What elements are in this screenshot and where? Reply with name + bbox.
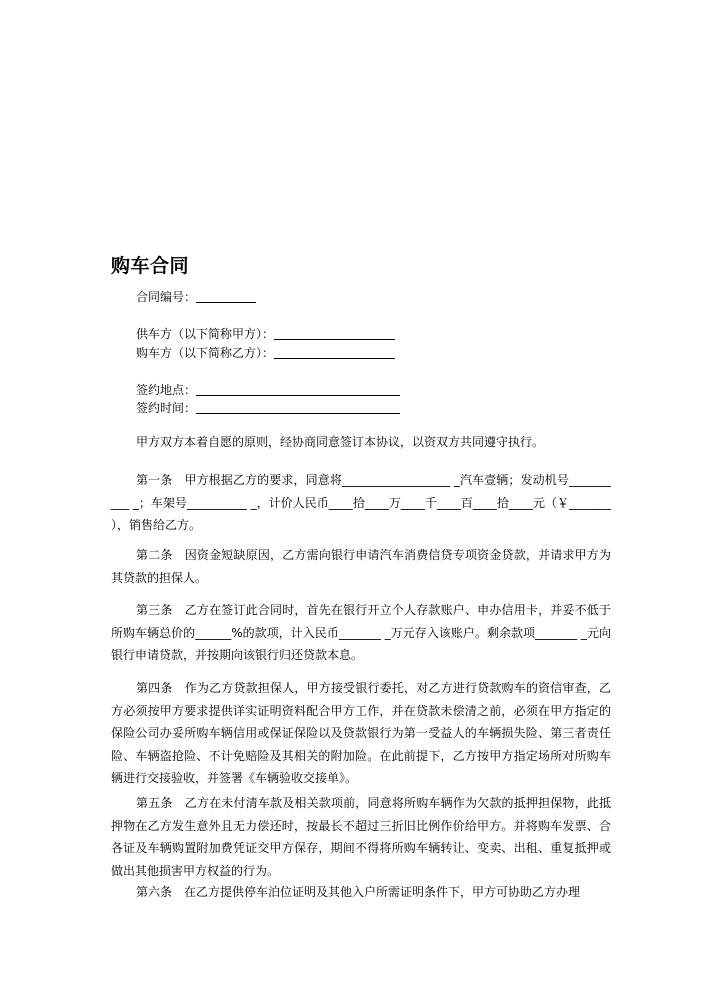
time-line bbox=[136, 400, 400, 416]
seller-blank bbox=[274, 327, 395, 340]
contract-no-blank bbox=[196, 290, 256, 303]
clause-2: 第二条 因资金短缺原因，乙方需向银行申请汽车消费信贷专项资金贷款，并请求甲方为其贷款的担保人。 bbox=[111, 548, 611, 585]
clause-5: 第五条 乙方在未付清车款及相关款项前，同意将所购车辆作为欠款的抵押担保物，此抵押物在乙方发生意外且无力偿还时，按最长不超过三折旧比例作价给甲方。并将购车发票、合各证及车辆购置附加费凭证交甲方保存，期间不得将所购车辆转让、变卖、出租、重复抵押或做出其他损害甲方权益的行为。 bbox=[111, 796, 611, 878]
buyer-blank bbox=[274, 346, 395, 359]
clause-6: 第六条 在乙方提供停车泊位证明及其他入户所需证明条件下，甲方可协助乙方办理 bbox=[136, 885, 581, 899]
buyer-label: 购车方（以下简称乙方）： bbox=[136, 346, 275, 360]
intro-paragraph: 甲方双方本着自愿的原则，经协商同意签订本协议，以资双方共同遵守执行。 bbox=[136, 435, 545, 449]
seller-label: 供车方（以下简称甲方）： bbox=[136, 327, 275, 341]
place-line bbox=[136, 382, 400, 398]
place-blank bbox=[196, 383, 400, 396]
page-title: 购车合同 bbox=[111, 255, 190, 277]
time-label: 签约时间： bbox=[136, 401, 197, 415]
clause-4: 第四条 作为乙方贷款担保人，甲方接受银行委托，对乙方进行贷款购车的资信审查，乙方必须按甲方要求提供详实证明资料配合甲方工作，并在贷款未偿清之前，必须在甲方指定的保险公司办妥所购车辆信用或保证保险以及贷款银行为第一受益人的车辆损失险、第三者责任险、车辆盗抢险、不计免赔险及其相关的附加险。在此前提下，乙方按甲方指定场所对所购车辆进行交接验收，并签署《车辆验收交接单》。 bbox=[111, 681, 611, 785]
clause-1: 第一条 甲方根据乙方的要求，同意将__________________ _汽车壹辆；发动机号__________ _；车架号__________ _，计价人民币____拾____万____千____百____拾____元（￥_______ ），销售给乙方。 bbox=[111, 473, 611, 532]
time-blank bbox=[196, 401, 400, 414]
contract-no-label: 合同编号： bbox=[136, 290, 197, 304]
contract-no-line bbox=[136, 289, 256, 305]
buyer-line bbox=[136, 345, 395, 361]
clause-3: 第三条 乙方在签订此合同时，首先在银行开立个人存款账户、申办信用卡，并妥不低于所购车辆总价的______%的款项，计入民币_______ _万元存入该账户。剩余款项_______ _元向银行申请贷款，并按期向该银行归还贷款本息。 bbox=[111, 603, 611, 662]
place-label: 签约地点： bbox=[136, 383, 197, 397]
seller-line bbox=[136, 326, 395, 342]
